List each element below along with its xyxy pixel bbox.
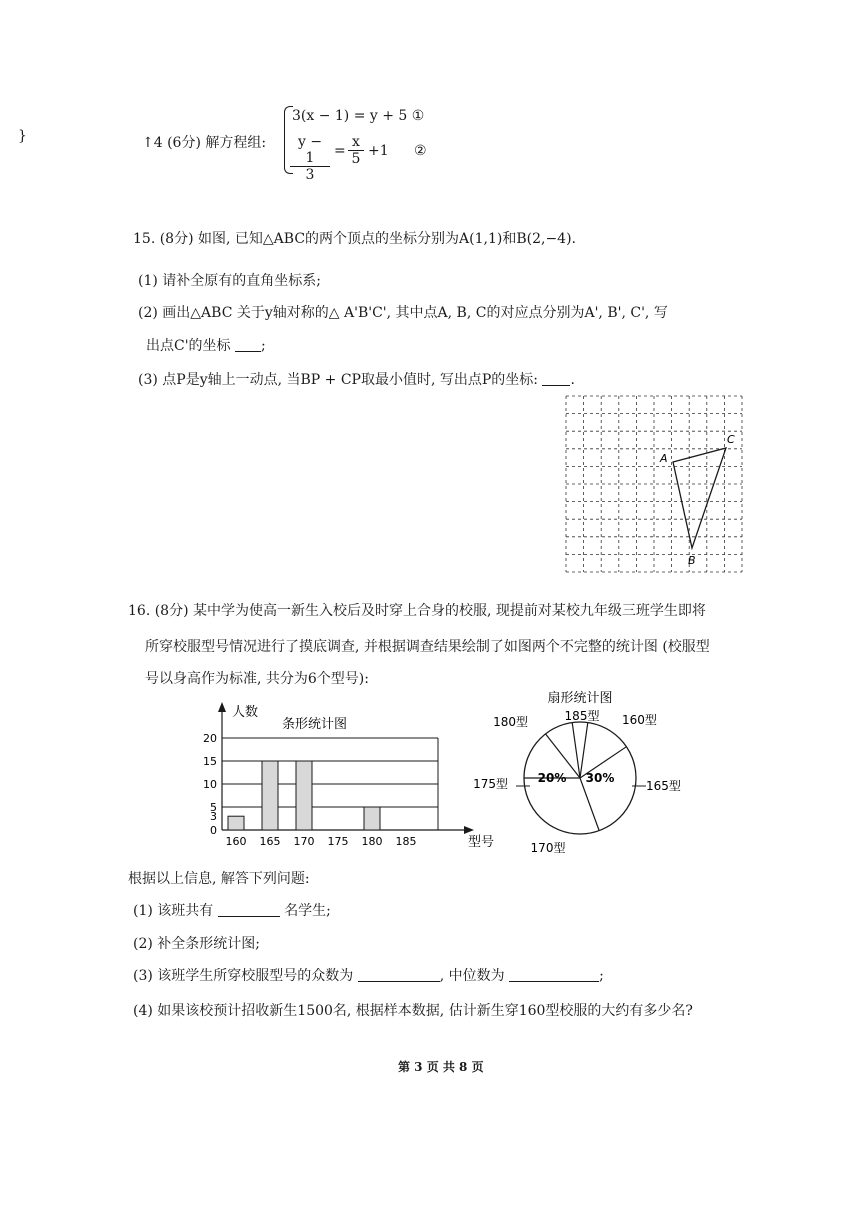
q15-part3 [138,369,575,389]
page-footer: 第 3 页 共 8 页 [398,1060,484,1074]
answer-blank-mode[interactable] [358,967,440,982]
bar [296,761,312,830]
bar [228,816,244,830]
q16-sub3-b: , 中位数为 [439,968,505,984]
q14-eq2-num: y − 1 [290,134,330,167]
q16-sub2: (2) 补全条形统计图; [133,936,260,952]
x-tick-label: 165 [259,835,281,848]
q14-eq2-equals: = [334,143,346,159]
q14-eq2-rden: 5 [351,151,361,167]
y-axis-arrow [218,702,226,712]
q16-sub4: (4) 如果该校预计招收新生1500名, 根据样本数据, 估计新生穿160型校服的大约有多少名? [133,1003,693,1019]
y-tick-label: 20 [203,732,217,745]
q16-sub1 [133,900,331,920]
q14-eq2-rnum: x [348,134,364,151]
slice-label: 185型 [564,709,600,723]
label-b: B [688,554,696,567]
q15-part2-line1: (2) 画出△ABC 关于y轴对称的△ A'B'C', 其中点A, B, C的对应点分别为A', B', C', 写 [138,305,668,321]
x-tick-label: 185 [395,835,417,848]
q14-eq1: 3(x − 1) = y + 5 ① [292,108,425,124]
dashed-grid [566,396,742,572]
y-axis-label: 人数 [232,705,259,720]
slice-percent: 20% [537,771,567,785]
slice-label: 165型 [646,779,681,793]
q14-eq2-left-fraction [290,134,330,183]
q14-eq2-mark: ② [414,143,427,159]
y-tick-label: 3 [210,810,217,824]
x-tick-label: 175 [327,835,349,848]
q15-part1: (1) 请补全原有的直角坐标系; [138,273,321,289]
q15-part2-end: ; [261,338,266,354]
q15-stem: 15. (8分) 如图, 已知△ABC的两个顶点的坐标分别为A(1,1)和B(2,−4). [133,231,576,247]
q15-part3-text: (3) 点P是y轴上一动点, 当BP + CP取最小值时, 写出点P的坐标: [138,372,539,388]
label-c: C [727,433,735,446]
bar [262,761,278,830]
y-tick-label: 0 [210,824,217,837]
q15-part3-end: . [570,372,575,388]
q15-part2-text: 出点C'的坐标 [146,338,231,354]
q16-line1: 16. (8分) 某中学为使高一新生入校后及时穿上合身的校服, 现提前对某校九年级三班学生即将 [128,603,706,619]
y-tick-label: 10 [203,778,217,791]
slice-label: 180型 [493,715,528,729]
x-tick-label: 160 [225,835,247,848]
slice-label: 170型 [530,841,566,855]
q16-sub1-a: (1) 该班共有 [133,903,214,919]
slice-label: 160型 [622,713,657,727]
label-a: A [660,452,668,465]
answer-blank-class-size[interactable] [218,902,280,917]
q16-line2: 所穿校服型号情况进行了摸底调查, 并根据调查结果绘制了如图两个不完整的统计图 (校服型 [145,639,710,655]
chart-title: 扇形统计图 [547,691,613,706]
q16-sub3 [133,965,604,985]
triangle-abc [673,448,726,548]
q15-part2-line2 [146,335,266,355]
slice-percent: 30% [585,771,615,785]
x-tick-label: 180 [361,835,383,848]
q14-eq2-den: 3 [305,167,315,183]
answer-blank-median[interactable] [509,967,599,982]
coordinate-grid-figure [564,394,746,572]
q16-line3: 号以身高作为标准, 共分为6个型号): [145,671,369,687]
answer-blank-c-prime[interactable] [235,337,261,352]
q16-after: 根据以上信息, 解答下列问题: [128,871,310,887]
x-tick-label: 170 [293,835,315,848]
slice-label: 175型 [473,777,508,791]
chart-title: 条形统计图 [282,717,348,732]
q16-sub1-b: 名学生; [284,903,331,919]
y-tick-label: 15 [203,755,217,768]
y-tick-label: 5 [210,801,217,814]
q16-sub3-c: ; [599,968,604,984]
margin-mark: } [18,128,27,144]
q16-sub3-a: (3) 该班学生所穿校服型号的众数为 [133,968,354,984]
answer-blank-point-p[interactable] [542,371,570,386]
q14-eq2-right-fraction [348,134,364,167]
pie-chart [470,680,700,858]
q14-prefix: ↑4 (6分) 解方程组: [142,135,267,151]
bar [364,807,380,830]
x-axis-label: 型号 [468,835,495,850]
q14-eq2-tail: +1 [368,143,389,159]
